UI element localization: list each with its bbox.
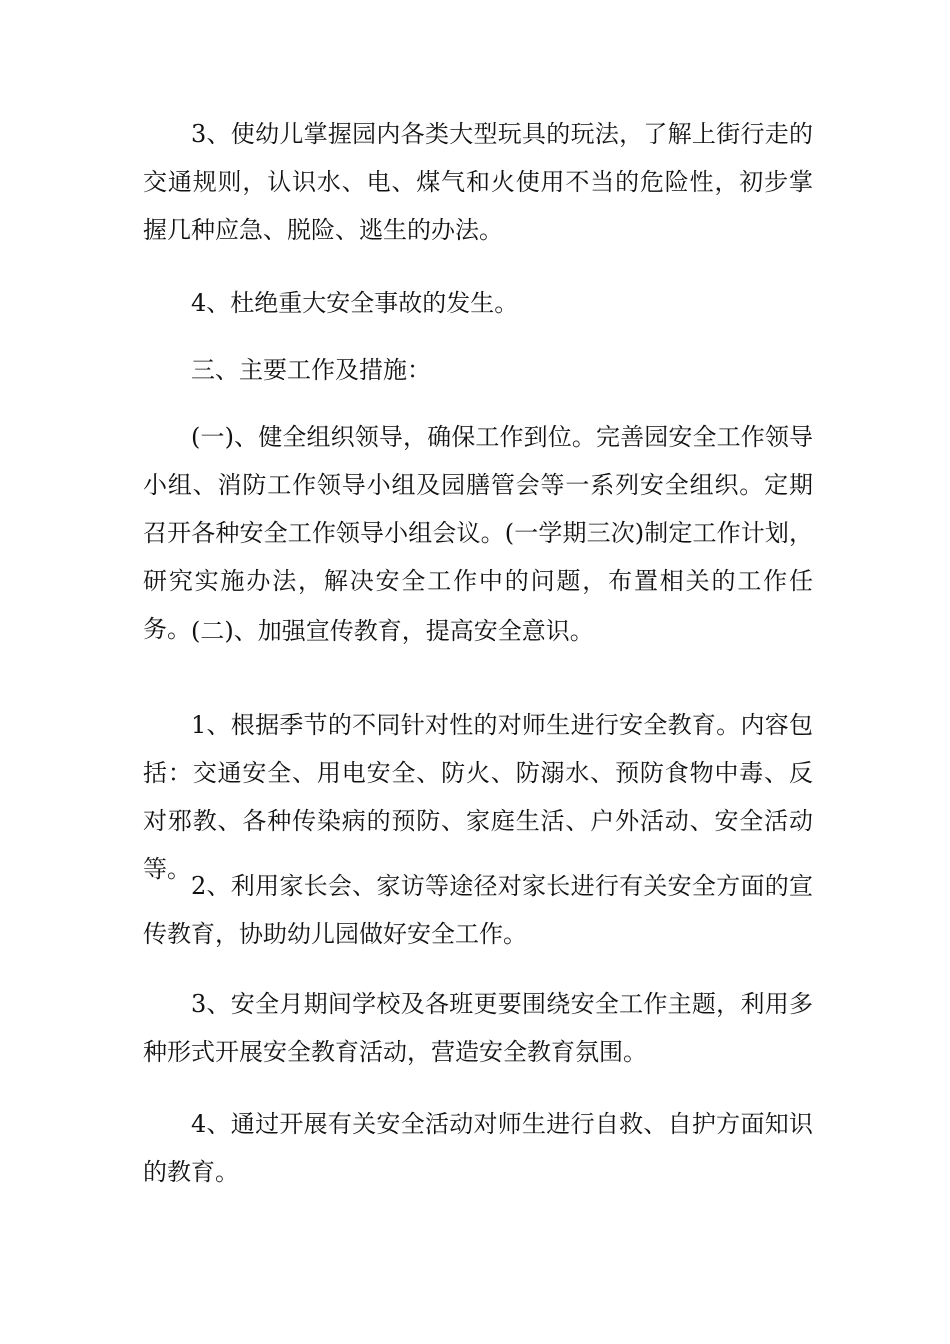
paragraph-measure-1: (一)、健全组织领导，确保工作到位。完善园安全工作领导小组、消防工作领导小组及园膳管会等一系列安全组织。定期召开各种安全工作领导小组会议。(一学期三次)制定工作计划，研究实施办法，解决安全工作中的问题，布置相关的工作任务。 (143, 423, 813, 643)
section-heading-main-work: 三、主要工作及措施： (191, 356, 431, 384)
paragraph-measure-2: (二)、加强宣传教育，提高安全意识。 (191, 617, 594, 645)
paragraph-item-3: 3、安全月期间学校及各班更要围绕安全工作主题，利用多种形式开展安全教育活动，营造安全教育氛围。 (143, 990, 813, 1066)
paragraph-item-4: 4、通过开展有关安全活动对师生进行自救、自护方面知识的教育。 (143, 1110, 813, 1186)
paragraph-item-1: 1、根据季节的不同针对性的对师生进行安全教育。内容包括：交通安全、用电安全、防火、防溺水、预防食物中毒、反对邪教、各种传染病的预防、家庭生活、户外活动、安全活动等。 (143, 711, 813, 883)
paragraph-goal-3: 3、使幼儿掌握园内各类大型玩具的玩法，了解上街行走的交通规则，认识水、电、煤气和火使用不当的危险性，初步掌握几种应急、脱险、逃生的办法。 (143, 120, 813, 244)
paragraph-goal-4: 4、杜绝重大安全事故的发生。 (191, 289, 519, 317)
paragraph-item-2: 2、利用家长会、家访等途径对家长进行有关安全方面的宣传教育，协助幼儿园做好安全工作。 (143, 872, 813, 948)
